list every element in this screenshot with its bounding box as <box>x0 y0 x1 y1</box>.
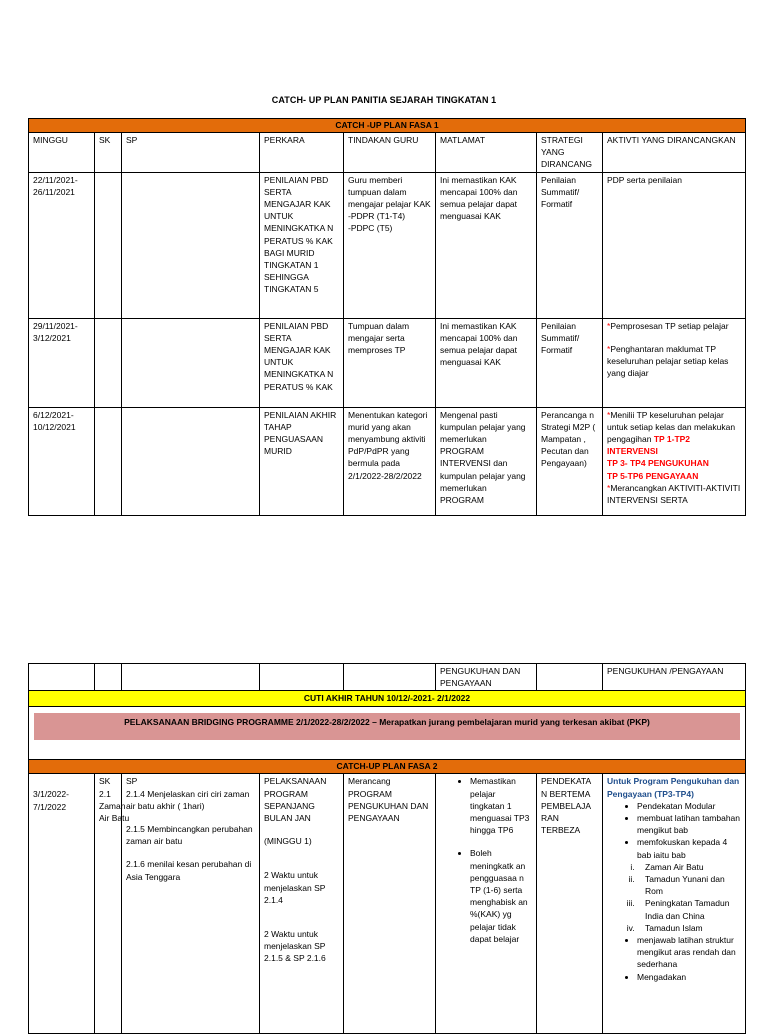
list-item: iv. Tamadun Islam <box>637 922 741 934</box>
tindakan-line: -PDPC (T5) <box>348 223 393 234</box>
table-row <box>29 318 746 407</box>
cell-strategi: PENDEKATA N BERTEMA PEMBELAJA RAN TERBEZA <box>537 774 603 1034</box>
cell-aktiviti <box>603 407 746 515</box>
cell-perkara: PENILAIAN PBD SERTA MENGAJAR KAK UNTUK MENINGKATKA N PERATUS % KAK <box>260 318 344 407</box>
cell-tindakan <box>344 172 436 318</box>
cell-matlamat: Mengenal pasti kumpulan pelajar yang memerlukan PROGRAM INTERVENSI dan kumpulan pelajar yang memerlukan PROGRAM <box>436 407 537 515</box>
cell-minggu: 22/11/2021-26/11/2021 <box>29 172 95 318</box>
intervensi-label: TP 1-TP2 INTERVENSI <box>607 434 691 457</box>
cell-sk <box>95 172 122 318</box>
page-title: CATCH- UP PLAN PANITIA SEJARAH TINGKATAN 1 <box>271 95 497 105</box>
phase-2-title-row <box>29 760 746 774</box>
header-matlamat: MATLAMAT <box>436 133 537 173</box>
cell-sp <box>122 172 260 318</box>
list-item: • memfokuskan kepada 4 bab iaitu bab <box>637 836 741 860</box>
list-item: i. Zaman Air Batu <box>637 861 741 873</box>
list-item: ii. Tamadun Yunani dan Rom <box>637 873 741 897</box>
cell-matlamat: Ini memastikan KAK mencapai 100% dan semua pelajar dapat menguasai KAK <box>436 172 537 318</box>
cell-aktiviti <box>603 318 746 407</box>
cell-aktiviti: PENGUKUHAN /PENGAYAAN <box>603 664 746 691</box>
cell-sk <box>95 407 122 515</box>
cell-sp: SP 2.1.4 Menjelaskan ciri ciri zaman air batu akhir ( 1hari) 2.1.5 Membincangkan perubahan zaman air batu 2.1.6 menilai kesan perubahan di Asia Tenggara <box>122 774 260 1034</box>
aktiviti-item: *Merancangkan AKTIVITI-AKTIVITI INTERVENSI SERTA <box>607 482 741 506</box>
list-item: • Pendekatan Modular <box>637 800 741 812</box>
cell-tindakan: Merancang PROGRAM PENGUKUHAN DAN PENGAYAAN <box>344 774 436 1034</box>
matlamat-list <box>440 775 532 945</box>
cell-sp <box>122 318 260 407</box>
pengukuhan-label: TP 3- TP4 PENGUKUHAN <box>607 458 709 469</box>
cell-tindakan: Menentukan kategori murid yang akan menyambung aktiviti PdP/PdPR yang bermula pada 2/1/2022-28/2/2022 <box>344 407 436 515</box>
continuation-row <box>29 664 746 691</box>
cell-matlamat: Ini memastikan KAK mencapai 100% dan semua pelajar dapat menguasai KAK <box>436 318 537 407</box>
asterisk-icon: * <box>607 409 611 420</box>
list-item: • membuat latihan tambahan mengikut bab <box>637 812 741 836</box>
catch-up-plan-phase-2-table <box>28 663 746 1034</box>
bridging-row <box>29 707 746 760</box>
cell-sk: SK 2.1 Zaman Air Batu <box>95 774 122 1034</box>
phase-1-title: CATCH -UP PLAN FASA 1 <box>29 119 746 133</box>
cell-strategi: Penilaian Summatif/ Formatif <box>537 318 603 407</box>
header-sk: SK <box>95 133 122 173</box>
cell-tindakan: Tumpuan dalam mengajar serta memproses TP <box>344 318 436 407</box>
bridging-programme-banner: PELAKSANAAN BRIDGING PROGRAMME 2/1/2022-28/2/2022 – Merapatkan jurang pembelajaran murid yang terkesan akibat (PKP) <box>34 713 740 740</box>
header-aktiviti: AKTIVTI YANG DIRANCANGKAN <box>603 133 746 173</box>
cell-matlamat <box>436 774 537 1034</box>
aktiviti-item: *Penghantaran maklumat TP keseluruhan pelajar setiap kelas yang diajar <box>607 343 729 379</box>
asterisk-icon: * <box>607 482 611 493</box>
pengayaan-label: TP 5-TP6 PENGAYAAN <box>607 470 699 481</box>
cell-minggu: 6/12/2021-10/12/2021 <box>29 407 95 515</box>
cell-perkara: PENILAIAN AKHIR TAHAP PENGUASAAN MURID <box>260 407 344 515</box>
cell-aktiviti <box>603 774 746 1034</box>
list-item: iii. Peningkatan Tamadun India dan China <box>637 897 741 921</box>
table-row <box>29 172 746 318</box>
list-item: • menjawab latihan struktur mengikut aras rendah dan sederhana <box>637 934 741 971</box>
phase-1-title-row <box>29 119 746 133</box>
cell-sp <box>122 407 260 515</box>
table-header-row <box>29 133 746 173</box>
phase-2-title: CATCH-UP PLAN FASA 2 <box>29 760 746 774</box>
cell-sk <box>95 318 122 407</box>
holiday-row <box>29 691 746 707</box>
header-sp: SP <box>122 133 260 173</box>
aktiviti-item: *Pemprosesan TP setiap pelajar <box>607 320 729 331</box>
aktiviti-heading: Untuk Program Pengukuhan dan Pengayaan (TP3-TP4) <box>607 776 740 799</box>
cell-strategi: Penilaian Summatif/ Formatif <box>537 172 603 318</box>
table-row <box>29 774 746 1034</box>
cell-perkara: PENILAIAN PBD SERTA MENGAJAR KAK UNTUK MENINGKATKA N PERATUS % KAK BAGI MURID TINGKATAN 1 SEHINGGA TINGKATAN 5 <box>260 172 344 318</box>
aktiviti-list-2 <box>607 934 741 983</box>
aktiviti-item: *Menilii TP keseluruhan pelajar untuk setiap kelas dan melakukan pengagihan TP 1-TP2 INTERVENSI <box>607 409 736 457</box>
table-row <box>29 407 746 515</box>
cell-perkara: PELAKSANAAN PROGRAM SEPANJANG BULAN JAN (MINGGU 1) 2 Waktu untuk menjelaskan SP 2.1.4 2 Waktu untuk menjelaskan SP 2.1.5 & SP 2.1.6 <box>260 774 344 1034</box>
list-item: • Boleh meningkatk an pengguasaa n TP (1-6) serta menghabisk an %(KAK) yg pelajar tidak dapat belajar <box>470 847 532 945</box>
asterisk-icon: * <box>607 320 611 331</box>
catch-up-plan-phase-1-table <box>28 118 746 516</box>
cell-strategi: Perancanga n Strategi M2P ( Mampatan , Pecutan dan Pengayaan) <box>537 407 603 515</box>
tindakan-line: Guru memberi tumpuan dalam mengajar pelajar KAK <box>348 174 431 210</box>
cell-matlamat: PENGUKUHAN DAN PENGAYAAN <box>436 664 537 691</box>
header-tindakan-guru: TINDAKAN GURU <box>344 133 436 173</box>
asterisk-icon: * <box>607 343 611 354</box>
holiday-banner: CUTI AKHIR TAHUN 10/12/-2021- 2/1/2022 <box>29 691 746 707</box>
header-strategi: STRATEGI YANG DIRANCANG <box>537 133 603 173</box>
header-perkara: PERKARA <box>260 133 344 173</box>
list-item: • Memastikan pelajar tingkatan 1 menguasai TP3 hingga TP6 <box>470 775 532 836</box>
tindakan-line: -PDPR (T1-T4) <box>348 211 406 222</box>
header-minggu: MINGGU <box>29 133 95 173</box>
cell-aktiviti: PDP serta penilaian <box>603 172 746 318</box>
list-item: • Mengadakan <box>637 971 741 983</box>
cell-minggu: 29/11/2021-3/12/2021 <box>29 318 95 407</box>
aktiviti-list <box>607 800 741 861</box>
cell-minggu: 3/1/2022-7/1/2022 <box>29 774 95 1034</box>
bab-list <box>607 861 741 934</box>
